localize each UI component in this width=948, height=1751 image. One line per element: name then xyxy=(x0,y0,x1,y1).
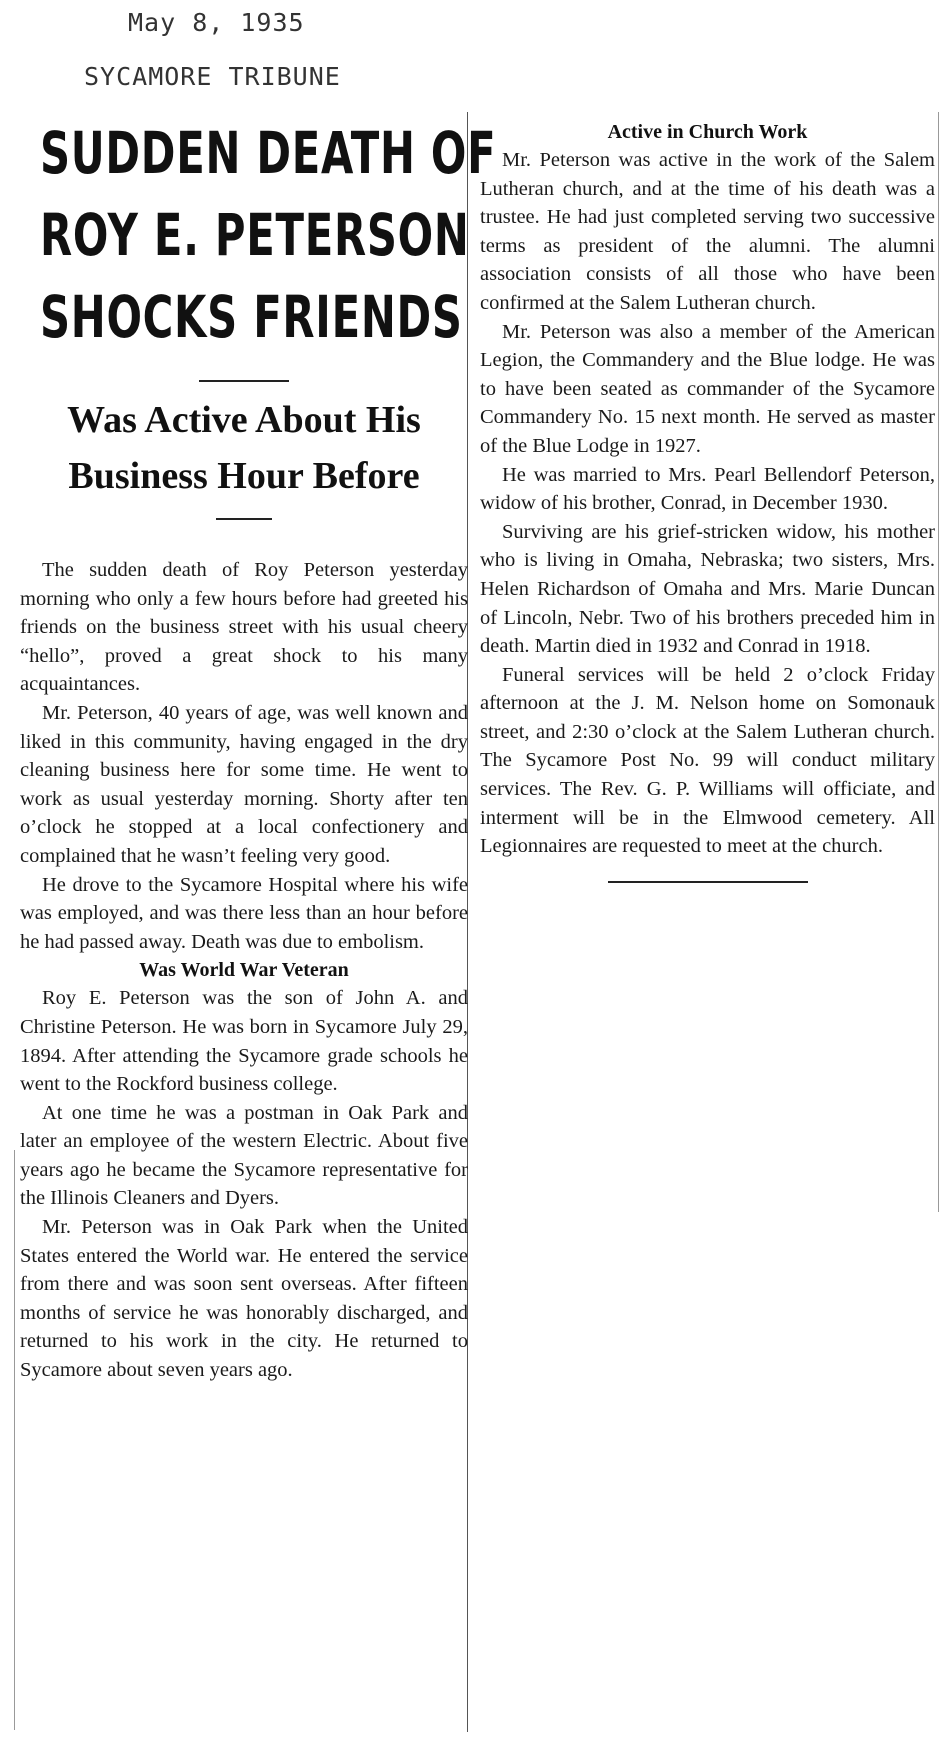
subheadline-divider xyxy=(216,518,272,520)
paragraph: The sudden death of Roy Peterson yesterday morning who only a few hours before had greeted his friends on the business street with his usual cheery “hello”, proved a great shock to his many acquaintances. xyxy=(20,559,468,696)
headline-divider xyxy=(199,380,289,382)
article-body-left xyxy=(20,556,468,1385)
article-end-rule xyxy=(608,881,808,883)
subheadline xyxy=(20,392,468,504)
paragraph: He was married to Mrs. Pearl Bellendorf Peterson, widow of his brother, Conrad, in December 1930. xyxy=(480,463,935,515)
paragraph: Roy E. Peterson was the son of John A. and Christine Peterson. He was born in Sycamore July 29, 1894. After attending the Sycamore grade schools he went to the Rockford business college. xyxy=(20,987,468,1096)
article-body-right xyxy=(480,146,935,861)
paragraph: He drove to the Sycamore Hospital where his wife was employed, and was there less than an hour before he had passed away. Death was due to embolism. xyxy=(20,873,468,953)
paragraph: Mr. Peterson was active in the work of the Salem Lutheran church, and at the time of his death was a trustee. He had just completed serving two successive terms as president of the alumni. The alumni association consists of all those who have been confirmed at the Salem Lutheran church. xyxy=(480,149,935,314)
left-border xyxy=(14,1150,15,1730)
subheadline-line-2: Business Hour Before xyxy=(68,455,420,497)
subheadline-line-1: Was Active About His xyxy=(67,399,421,441)
paragraph: At one time he was a postman in Oak Park and later an employee of the western Electric. About five years ago he became the Sycamore representative for the Illinois Cleaners and Dyers. xyxy=(20,1101,468,1210)
paragraph: Surviving are his grief-stricken widow, his mother who is living in Omaha, Nebraska; two sisters, Mrs. Helen Richardson of Omaha and Mrs. Marie Duncan of Lincoln, Nebr. Two of his brothers preceded him in death. Martin died in 1932 and Conrad in 1918. xyxy=(480,520,935,658)
paragraph: Mr. Peterson was in Oak Park when the United States entered the World war. He entered the service from there and was soon sent overseas. After fifteen months of service he was honorably discharged, and returned to his work in the city. He returned to Sycamore about seven years ago. xyxy=(20,1216,468,1382)
clipping-date: May 8, 1935 xyxy=(128,8,305,37)
headline-line-3: SHOCKS FRIENDS xyxy=(40,283,463,351)
paragraph: Funeral services will be held 2 o’clock Friday afternoon at the J. M. Nelson home on Somonauk street, and 2:30 o’clock at the Salem Lutheran church. The Sycamore Post No. 99 will conduct military services. The Rev. G. P. Williams will officiate, and interment will be in the Elmwood cemetery. All Legionnaires are requested to meet at the church. xyxy=(480,663,935,858)
headline xyxy=(20,112,497,358)
newspaper-name: SYCAMORE TRIBUNE xyxy=(84,62,341,91)
headline-line-1: SUDDEN DEATH OF xyxy=(40,119,497,187)
paragraph: Mr. Peterson was also a member of the American Legion, the Commandery and the Blue lodge. He was to have been seated as commander of the Sycamore Commandery No. 15 next month. He served as master of the Blue Lodge in 1927. xyxy=(480,320,935,457)
section-heading-veteran: Was World War Veteran xyxy=(139,959,349,982)
left-column xyxy=(20,112,497,1385)
headline-line-2: ROY E. PETERSON xyxy=(40,201,470,269)
right-border xyxy=(938,112,939,1212)
paragraph: Mr. Peterson, 40 years of age, was well known and liked in this community, having engaged in the dry cleaning business here for some time. He went to work as usual yesterday morning. Shorty after ten o’clock he stopped at a local confectionery and complained that he wasn’t feeling very good. xyxy=(20,701,468,867)
right-column xyxy=(480,118,935,883)
section-heading-church: Active in Church Work xyxy=(607,121,808,143)
